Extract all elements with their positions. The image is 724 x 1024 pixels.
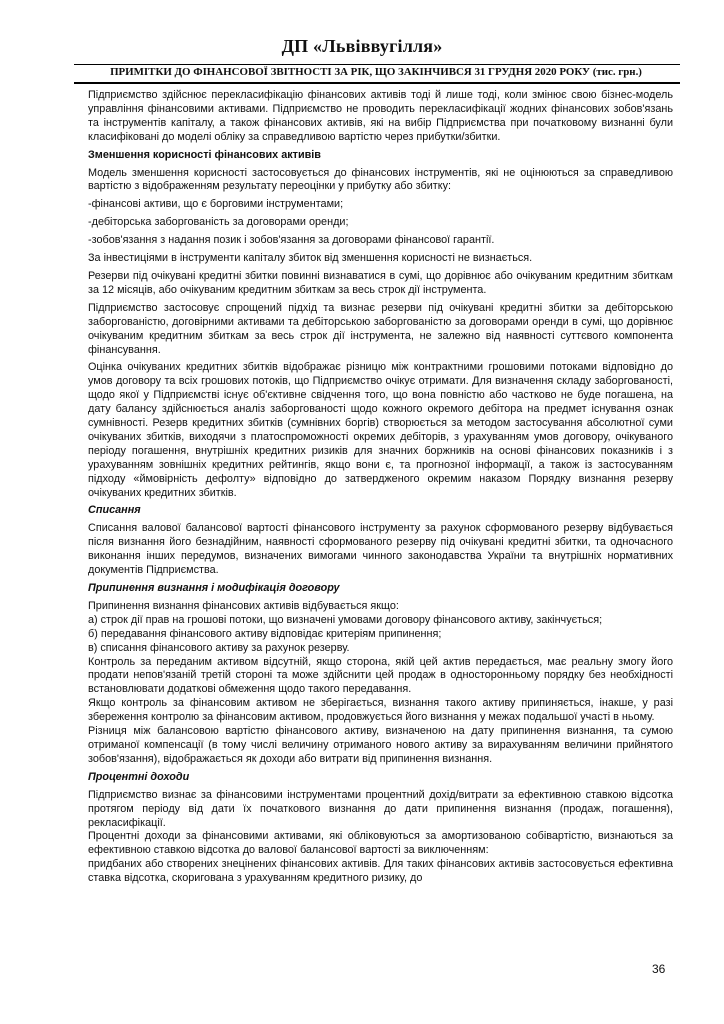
- paragraph-amortized-cost: Процентні доходи за фінансовими активами, які обліковуються за амортизованою собівартістю, визнаються за ефективною ставкою відсотка до валової балансової вартості за виключенням:: [88, 830, 673, 857]
- heading-derecognition: Припинення визнання і модифікація договору: [88, 582, 340, 594]
- paragraph-simplified-approach: Підприємство застосовує спрощений підхід та визнає резерви під очікувані кредитні збитки за дебіторською заборгованістю, договірними активами та дебіторською заборгованістю за договорами оренди в сумі, що дорівнює очікуваним кредитним збиткам за весь строк дії інструмента, не залежно від наявності суттєвого компонента фінансування.: [88, 301, 673, 356]
- paragraph-impaired-assets: придбаних або створених знецінених фінансових активів. Для таких фінансових активів застосовується ефективна ставка відсотка, скоригована з урахуванням кредитного ризику, до: [88, 858, 673, 885]
- paragraph-loss-allowance: Резерви під очікувані кредитні збитки повинні визнаватися в сумі, що дорівнює або очікуваним кредитним збиткам за 12 місяців, або очікуваним кредитним збиткам за весь строк дії інструмента.: [88, 269, 673, 296]
- header-rule-top: [74, 64, 680, 65]
- report-subtitle: ПРИМІТКИ ДО ФІНАНСОВОЇ ЗВІТНОСТІ ЗА РІК, ЩО ЗАКІНЧИВСЯ 31 ГРУДНЯ 2020 РОКУ (тис. грн.): [110, 66, 642, 78]
- paragraph-reclassification: Підприємство здійснює перекласифікацію фінансових активів тоді й лише тоді, коли змінює свою бізнес-модель управління фінансовими активами. Підприємство не проводить перекласифікації жодних фінансових зобов'язань та інструментів капіталу, а також фінансових активів, які на вибір Підприємства при початковому визнанні були класифіковані до моделі обліку за справедливою вартістю через прибутки/збитки.: [88, 89, 673, 143]
- list-item-c: в) списання фінансового активу за рахунок резерву.: [88, 641, 350, 654]
- paragraph-equity-investments: За інвестиціями в інструменти капіталу збиток від зменшення корисності не визнається.: [88, 252, 533, 265]
- paragraph-effective-rate: Підприємство визнає за фінансовими інструментами процентний дохід/витрати за ефективною ставкою відсотка протягом періоду від дати їх початкового визнання до дати припинення визнання (продаж, погашення), рекласифікації.: [88, 788, 673, 829]
- paragraph-write-off: Списання валової балансової вартості фінансового інструменту за рахунок сформованого резерву відбувається після визнання його безнадійним, наявності сформованого резерву під очікувані кредитні збитки, та одночасного виконання інших передумов, визначених вимогами чинного законодавства України та внутрішніх нормативних документів Підприємства.: [88, 522, 673, 577]
- paragraph-ecl-measurement: Оцінка очікуваних кредитних збитків відображає різницю між контрактними грошовими потоками відповідно до умов договору та всіх грошових потоків, що Підприємство очікує отримати. Для визначення складу заборгованості, щодо якої у Підприємстві існує об'єктивне свідчення того, що вона повністю або частково не буде погашена, на дату балансу здійснюється аналіз заборгованості щодо кожного окремого дебітора на предмет існування ознак сумнівності. Резерв кредитних збитків (сумнівних боргів) створюється за методом застосування абсолютної суми очікуваних збитків, виходячи з платоспроможності окремих дебіторів, з урахуванням умов договору, очікуваного періоду погашення, внутрішніх кредитних ризиків для значних боржників на основі фінансових показників і з урахуванням зовнішніх кредитних рейтингів, якщо вони є, та прогнозної інформації, а також із застосуванням підходу «ймовірність дефолту» відповідно до затвердженого окремим наказом Порядку визнання резерву очікуваних кредитних збитків.: [88, 361, 673, 499]
- paragraph-impairment-model: Модель зменшення корисності застосовується до фінансових інструментів, які не оцінюються за справедливою вартістю з відображенням результату переоцінки у прибутку або збитку:: [88, 166, 673, 193]
- list-item-lease-receivables: -дебіторська заборгованість за договорами оренди;: [88, 216, 349, 229]
- list-item-debt-instruments: -фінансові активи, що є борговими інструментами;: [88, 198, 344, 211]
- heading-impairment: Зменшення корисності фінансових активів: [88, 148, 321, 161]
- list-item-loan-commitments: -зобов'язання з надання позик і зобов'язання за договорами фінансової гарантії.: [88, 234, 495, 247]
- header-rule-bottom: [74, 82, 680, 84]
- paragraph-derecognition-intro: Припинення визнання фінансових активів відбувається якщо:: [88, 599, 399, 612]
- company-title: ДП «Львіввугілля»: [281, 36, 443, 56]
- page-number: 36: [652, 962, 666, 976]
- heading-write-off: Списання: [88, 504, 141, 517]
- paragraph-control-retained: Якщо контроль за фінансовим активом не зберігається, визнання такого активу припиняється, інакше, у разі збереження контролю за фінансовим активом, продовжується його визнання у межах подальшої участі в ньому.: [88, 697, 673, 724]
- heading-interest-income: Процентні доходи: [88, 770, 190, 783]
- paragraph-derecognition-difference: Різниця між балансовою вартістю фінансового активу, визначеною на дату припинення визнання, та сумою отриманої компенсації (в тому числі величину отриманого нового активу за вирахуванням величини прийнятого зобов'язання), відображається як доходи або витрати від припинення визнання.: [88, 725, 673, 765]
- body-text: [88, 89, 673, 886]
- list-item-a: а) строк дії прав на грошові потоки, що визначені умовами договору фінансового активу, закінчується;: [88, 613, 603, 626]
- paragraph-control: Контроль за переданим активом відсутній, якщо сторона, якій цей актив передається, має реальну змогу його продати непов'язаній третій стороні та може здійснити цей продаж в односторонньому порядку без необхідності встановлювати додаткові обмеження щодо такого передавання.: [88, 655, 673, 696]
- list-item-b: б) передавання фінансового активу відповідає критеріям припинення;: [88, 627, 442, 640]
